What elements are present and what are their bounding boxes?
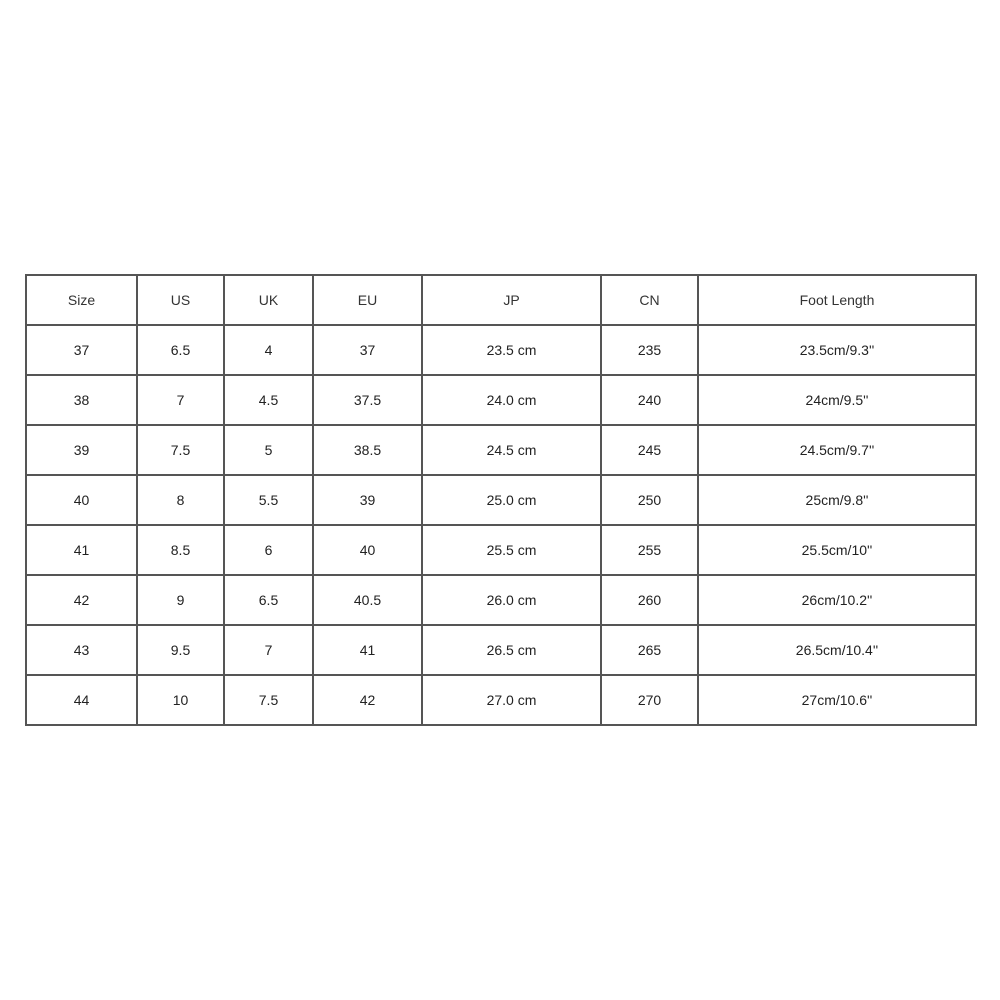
- cell-us: 8.5: [137, 525, 224, 575]
- cell-us: 7: [137, 375, 224, 425]
- cell-jp: 27.0 cm: [422, 675, 601, 725]
- cell-us: 8: [137, 475, 224, 525]
- cell-eu: 40: [313, 525, 422, 575]
- table-row: [26, 325, 976, 375]
- cell-foot-length: 26cm/10.2'': [698, 575, 976, 625]
- cell-size: 38: [26, 375, 137, 425]
- cell-eu: 41: [313, 625, 422, 675]
- cell-jp: 24.0 cm: [422, 375, 601, 425]
- table-row: [26, 525, 976, 575]
- cell-uk: 6: [224, 525, 313, 575]
- cell-eu: 38.5: [313, 425, 422, 475]
- cell-size: 43: [26, 625, 137, 675]
- cell-us: 6.5: [137, 325, 224, 375]
- table-row: [26, 475, 976, 525]
- cell-jp: 26.5 cm: [422, 625, 601, 675]
- cell-foot-length: 24.5cm/9.7'': [698, 425, 976, 475]
- cell-jp: 24.5 cm: [422, 425, 601, 475]
- table-row: [26, 575, 976, 625]
- cell-foot-length: 27cm/10.6'': [698, 675, 976, 725]
- cell-foot-length: 25cm/9.8'': [698, 475, 976, 525]
- cell-foot-length: 26.5cm/10.4'': [698, 625, 976, 675]
- cell-uk: 5: [224, 425, 313, 475]
- cell-cn: 255: [601, 525, 698, 575]
- cell-size: 37: [26, 325, 137, 375]
- cell-uk: 7.5: [224, 675, 313, 725]
- cell-size: 42: [26, 575, 137, 625]
- cell-jp: 23.5 cm: [422, 325, 601, 375]
- table-row: [26, 375, 976, 425]
- header-eu: EU: [313, 275, 422, 325]
- header-us: US: [137, 275, 224, 325]
- cell-eu: 39: [313, 475, 422, 525]
- header-cn: CN: [601, 275, 698, 325]
- table-body: [26, 325, 976, 725]
- cell-eu: 37.5: [313, 375, 422, 425]
- cell-cn: 270: [601, 675, 698, 725]
- table-row: [26, 425, 976, 475]
- cell-uk: 7: [224, 625, 313, 675]
- cell-uk: 6.5: [224, 575, 313, 625]
- cell-uk: 4.5: [224, 375, 313, 425]
- cell-cn: 250: [601, 475, 698, 525]
- cell-foot-length: 23.5cm/9.3'': [698, 325, 976, 375]
- cell-size: 41: [26, 525, 137, 575]
- cell-foot-length: 24cm/9.5'': [698, 375, 976, 425]
- table-row: [26, 625, 976, 675]
- header-size: Size: [26, 275, 137, 325]
- cell-cn: 260: [601, 575, 698, 625]
- cell-jp: 25.5 cm: [422, 525, 601, 575]
- cell-eu: 42: [313, 675, 422, 725]
- cell-us: 9: [137, 575, 224, 625]
- cell-us: 10: [137, 675, 224, 725]
- cell-cn: 240: [601, 375, 698, 425]
- cell-jp: 25.0 cm: [422, 475, 601, 525]
- cell-size: 40: [26, 475, 137, 525]
- cell-cn: 235: [601, 325, 698, 375]
- cell-uk: 4: [224, 325, 313, 375]
- header-foot-length: Foot Length: [698, 275, 976, 325]
- cell-uk: 5.5: [224, 475, 313, 525]
- size-chart-table: [25, 274, 977, 726]
- cell-cn: 245: [601, 425, 698, 475]
- cell-eu: 40.5: [313, 575, 422, 625]
- cell-cn: 265: [601, 625, 698, 675]
- cell-size: 44: [26, 675, 137, 725]
- header-row: [26, 275, 976, 325]
- cell-eu: 37: [313, 325, 422, 375]
- cell-us: 9.5: [137, 625, 224, 675]
- header-uk: UK: [224, 275, 313, 325]
- table-row: [26, 675, 976, 725]
- header-jp: JP: [422, 275, 601, 325]
- cell-jp: 26.0 cm: [422, 575, 601, 625]
- cell-size: 39: [26, 425, 137, 475]
- cell-us: 7.5: [137, 425, 224, 475]
- cell-foot-length: 25.5cm/10'': [698, 525, 976, 575]
